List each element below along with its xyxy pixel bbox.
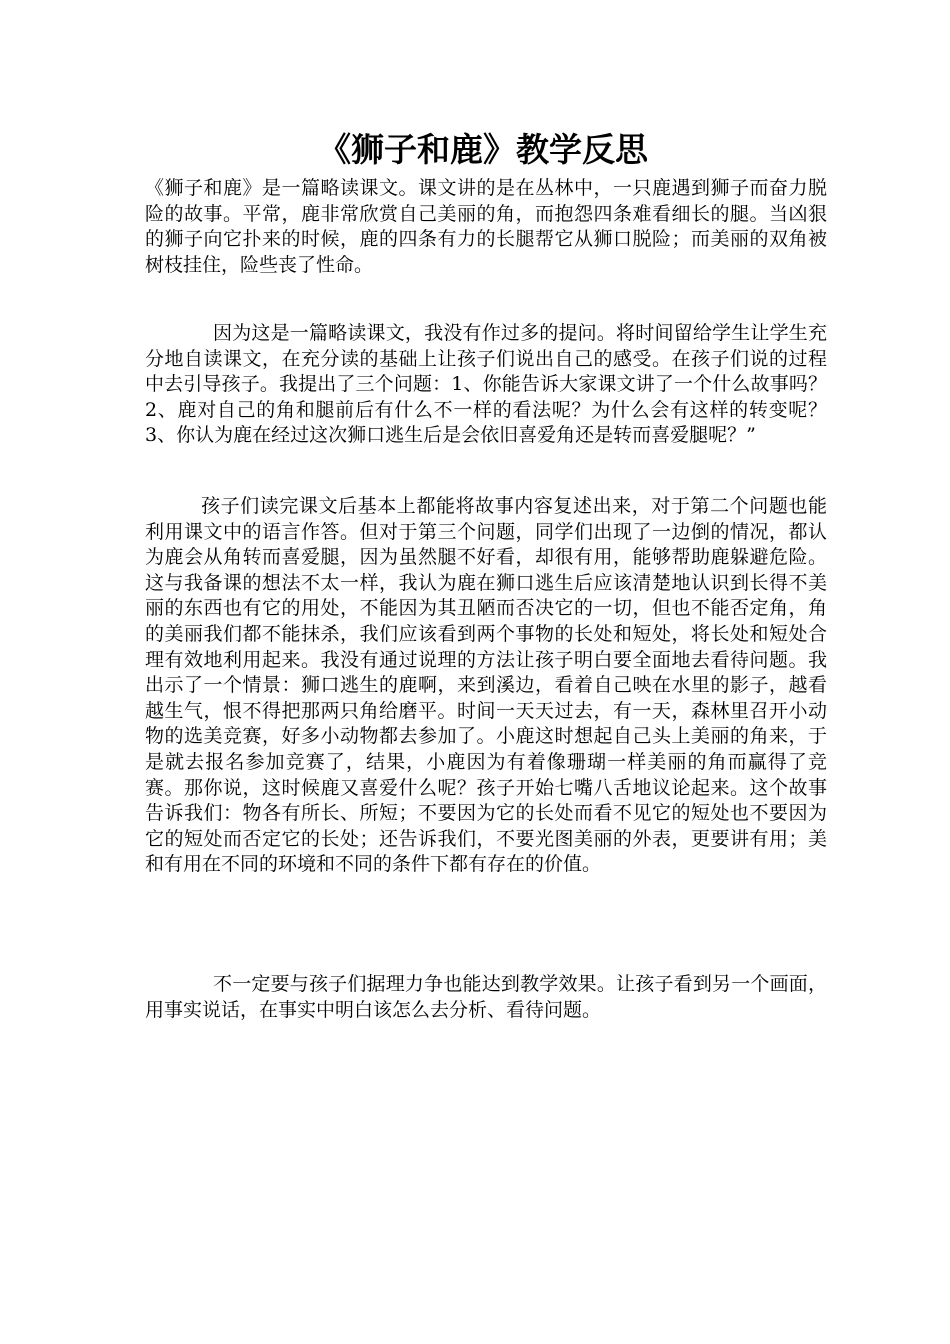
paragraph-summary: 《狮子和鹿》是一篇略读课文。课文讲的是在丛林中，一只鹿遇到狮子而奋力脱险的故事。平常，鹿非常欣赏自己美丽的角，而抱怨四条难看细长的腿。当凶狠的狮子向它扑来的时候，鹿的四条有力的长腿帮它从狮口脱险；而美丽的双角被树枝挂住，险些丧了性命。	[145, 177, 827, 276]
paragraph-questions: 因为这是一篇略读课文，我没有作过多的提问。将时间留给学生让学生充分地自读课文，在充分读的基础上让孩子们说出自己的感受。在孩子们说的过程中去引导孩子。我提出了三个问题：1、你能告诉大家课文讲了一个什么故事吗？2、鹿对自己的角和腿前后有什么不一样的看法呢？为什么会有这样的转变呢？3、你认为鹿在经过这次狮口逃生后是会依旧喜爱角还是转而喜爱腿呢？”	[145, 322, 827, 447]
paragraph-discussion: 孩子们读完课文后基本上都能将故事内容复述出来，对于第二个问题也能利用课文中的语言作答。但对于第三个问题，同学们出现了一边倒的情况，都认为鹿会从角转而喜爱腿，因为虽然腿不好看，却很有用，能够帮助鹿躲避危险。这与我备课的想法不太一样，我认为鹿在狮口逃生后应该清楚地认识到长得不美丽的东西也有它的用处，不能因为其丑陋而否决它的一切，但也不能否定角，角的美丽我们都不能抹杀，我们应该看到两个事物的长处和短处，将长处和短处合理有效地利用起来。我没有通过说理的方法让孩子明白要全面地去看待问题。我出示了一个情景：狮口逃生的鹿啊，来到溪边，看着自己映在水里的影子，越看越生气，恨不得把那两只角给磨平。时间一天天过去，有一天，森林里召开小动物的选美竞赛，好多小动物都去参加了。小鹿这时想起自己头上美丽的角来，于是就去报名参加竞赛了，结果，小鹿因为有着像珊瑚一样美丽的角而赢得了竞赛。那你说，这时候鹿又喜爱什么呢？孩子开始七嘴八舌地议论起来。这个故事告诉我们：物各有所长、所短；不要因为它的长处而看不见它的短处也不要因为它的短处而否定它的长处；还告诉我们，不要光图美丽的外表，更要讲有用；美和有用在不同的环境和不同的条件下都有存在的价值。	[145, 495, 827, 876]
paragraph-conclusion: 不一定要与孩子们据理力争也能达到教学效果。让孩子看到另一个画面，用事实说话，在事实中明白该怎么去分析、看待问题。	[145, 973, 827, 1021]
document-title: 《狮子和鹿》教学反思	[318, 130, 648, 169]
